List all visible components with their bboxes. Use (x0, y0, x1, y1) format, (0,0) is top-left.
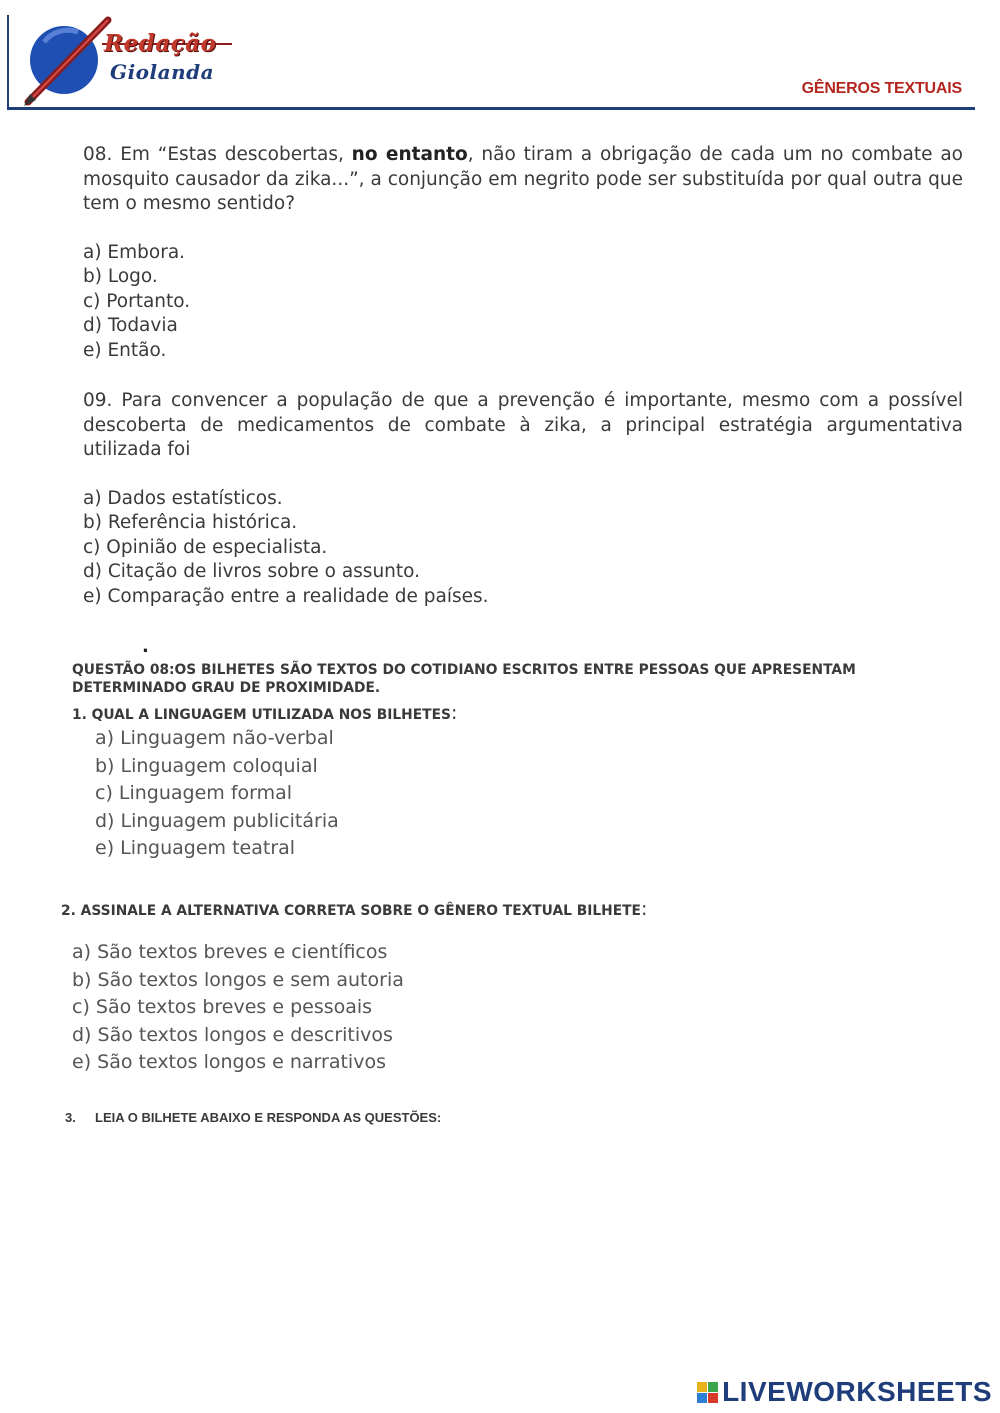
item-1-label (72, 704, 457, 724)
question-08-options (83, 241, 963, 364)
stray-dot: . (142, 636, 149, 657)
question-08-suffix: , não tiram a obrigação de cada um no combate ao mosquito causador da zika...”, a conjunção em negrito pode ser substituída por qual outra que tem o mesmo sentido? (83, 144, 964, 214)
item-1-label-text: 1. QUAL A LINGUAGEM UTILIZADA NOS BILHETES (72, 707, 451, 723)
item-3-number: 3. (65, 1110, 76, 1125)
liveworksheets-brand (697, 1376, 992, 1408)
option-e[interactable]: e) Comparação entre a realidade de países. (83, 585, 489, 607)
item-1-options (95, 725, 339, 863)
question-09 (83, 389, 963, 609)
option-e[interactable]: e) Então. (83, 339, 167, 361)
option-e[interactable]: e) Linguagem teatral (95, 837, 296, 859)
option-d[interactable]: d) Todavia (83, 315, 178, 336)
header-bottom-rule (7, 107, 975, 110)
option-d[interactable]: d) Linguagem publicitária (95, 809, 339, 832)
liveworksheets-logo-icon (697, 1382, 718, 1403)
option-a[interactable]: a) Dados estatísticos. (83, 487, 283, 509)
item-2-options (72, 939, 404, 1077)
question-08-prefix: 08. Em “Estas descobertas, (83, 144, 352, 165)
option-b[interactable]: b) Logo. (83, 266, 158, 287)
question-08-bold-term: no entanto (351, 144, 468, 165)
questao-08-title: QUESTÃO 08:OS BILHETES SÃO TEXTOS DO COTIDIANO ESCRITOS ENTRE PESSOAS QUE APRESENTAM DETERMINADO GRAU DE PROXIMIDADE. (72, 662, 856, 696)
option-b[interactable]: b) Referência histórica. (83, 512, 298, 533)
brand-text: LIVEWORKSHEETS (722, 1376, 992, 1407)
logo-title: Redação (104, 30, 217, 57)
item-3-label: LEIA O BILHETE ABAIXO E RESPONDA AS QUESTÕES: (95, 1110, 442, 1125)
option-a[interactable]: a) Linguagem não-verbal (95, 727, 334, 749)
option-c[interactable]: c) Portanto. (83, 290, 191, 312)
item-2-colon: : (640, 898, 648, 920)
section-title: GÊNEROS TEXTUAIS (801, 80, 962, 97)
option-d[interactable]: d) Citação de livros sobre o assunto. (83, 561, 421, 582)
question-09-text: 09. Para convencer a população de que a prevenção é importante, mesmo com a possível descoberta de medicamentos de combate à zika, a principal estratégia argumentativa utilizada foi (83, 390, 963, 460)
option-b[interactable]: b) São textos longos e sem autoria (72, 968, 404, 991)
question-08-text (83, 143, 963, 217)
option-c[interactable]: c) São textos breves e pessoais (72, 996, 373, 1018)
item-1-colon: : (450, 702, 458, 724)
option-c[interactable]: c) Linguagem formal (95, 782, 293, 804)
item-2-label (61, 900, 647, 920)
option-c[interactable]: c) Opinião de especialista. (83, 536, 328, 558)
logo-subtitle: Giolanda (110, 60, 215, 84)
item-2-label-text: 2. ASSINALE A ALTERNATIVA CORRETA SOBRE O GÊNERO TEXTUAL BILHETE (61, 903, 641, 919)
option-e[interactable]: e) São textos longos e narrativos (72, 1051, 386, 1073)
option-a[interactable]: a) São textos breves e científicos (72, 941, 388, 963)
option-d[interactable]: d) São textos longos e descritivos (72, 1023, 393, 1046)
header-left-rule (7, 15, 9, 110)
option-b[interactable]: b) Linguagem coloquial (95, 754, 318, 777)
question-09-options (83, 487, 963, 610)
option-a[interactable]: a) Embora. (83, 241, 186, 263)
question-08 (83, 143, 963, 363)
